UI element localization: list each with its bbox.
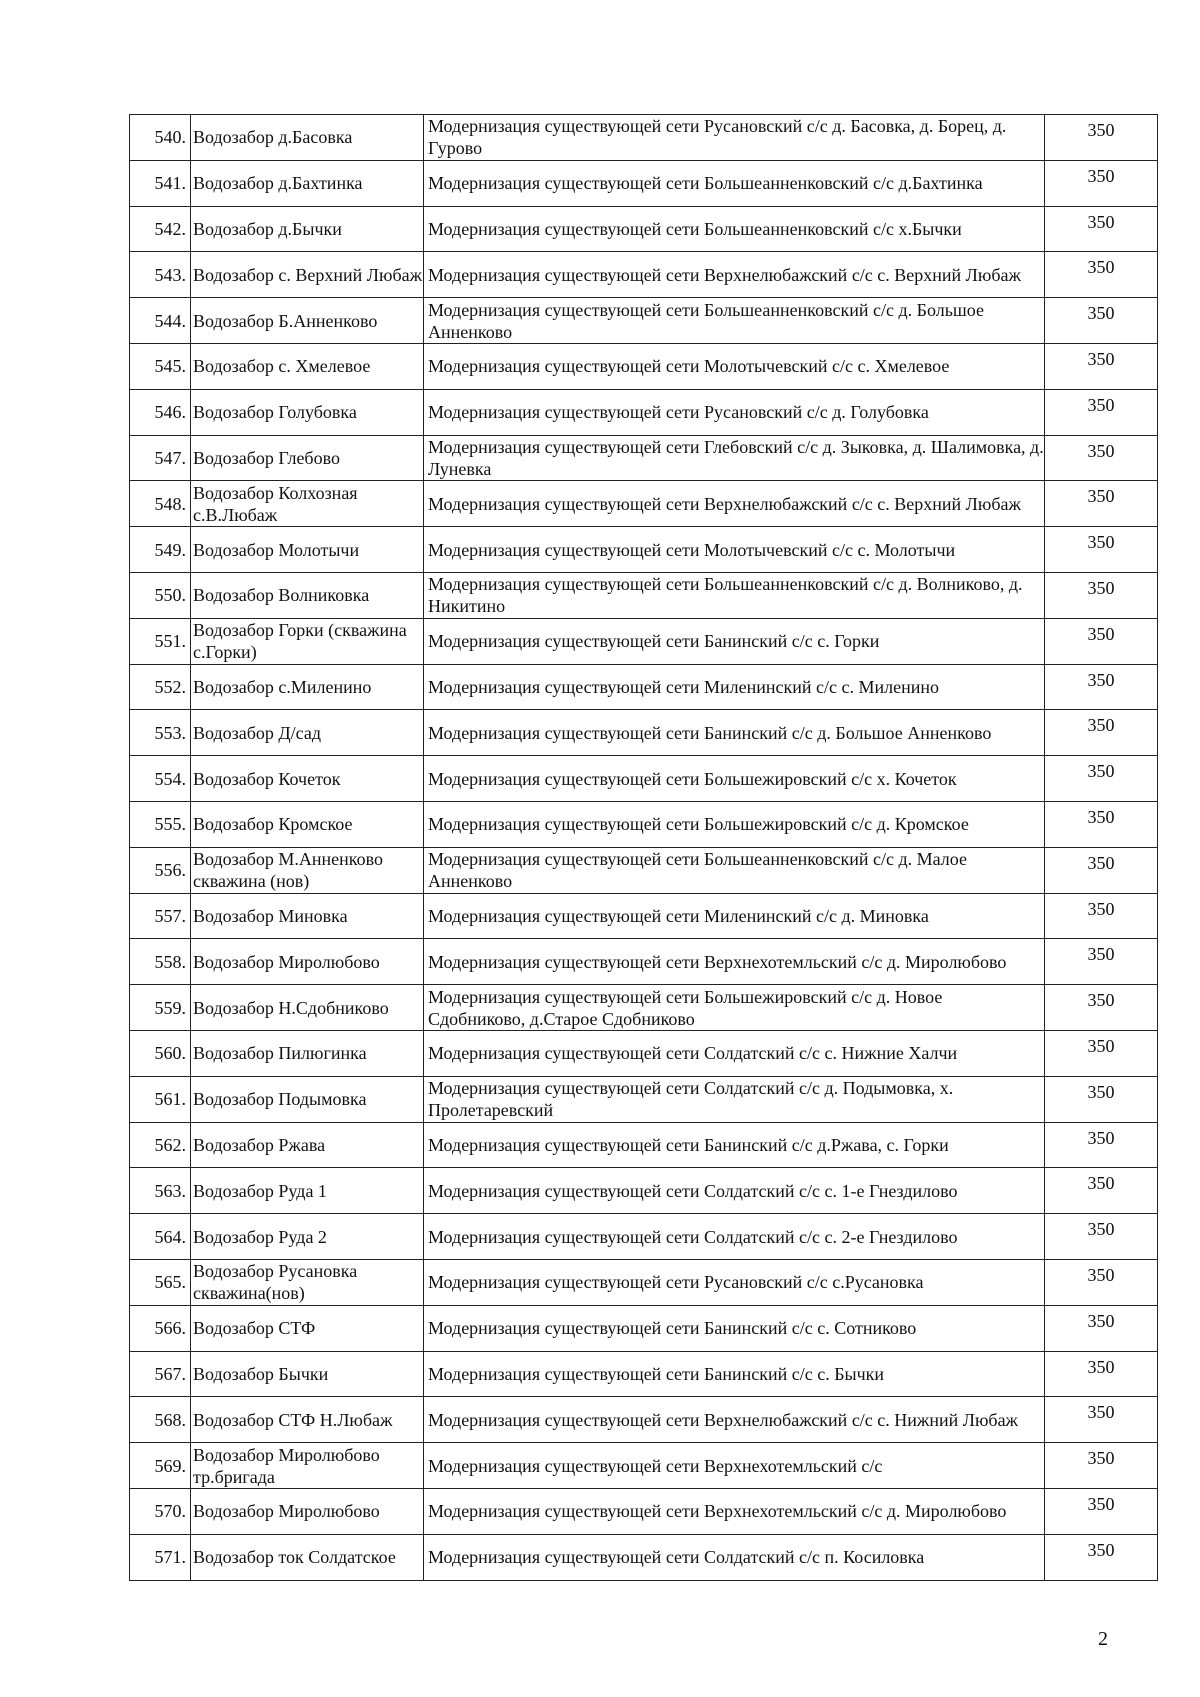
row-number: 569.: [130, 1443, 191, 1489]
amount-value: 350: [1045, 756, 1158, 802]
table-row: [130, 1488, 1158, 1534]
facility-name: Водозабор СТФ Н.Любаж: [191, 1397, 424, 1443]
table-row: [130, 1030, 1158, 1076]
row-number: 560.: [130, 1030, 191, 1076]
table-row: [130, 572, 1158, 618]
row-number: 540.: [130, 115, 191, 161]
table-row: [130, 1351, 1158, 1397]
work-description: Модернизация существующей сети Русановский с/с д. Басовка, д. Борец, д. Гурово: [424, 115, 1045, 161]
facility-name: Водозабор ток Солдатское: [191, 1534, 424, 1580]
table-row: [130, 756, 1158, 802]
work-description: Модернизация существующей сети Банинский с/с д.Ржава, с. Горки: [424, 1122, 1045, 1168]
amount-value: 350: [1045, 618, 1158, 664]
amount-value: 350: [1045, 298, 1158, 344]
facility-name: Водозабор Миновка: [191, 893, 424, 939]
amount-value: 350: [1045, 481, 1158, 527]
work-description: Модернизация существующей сети Солдатский с/с д. Подымовка, х. Пролетаревский: [424, 1076, 1045, 1122]
table-row: [130, 527, 1158, 573]
table-row: [130, 1397, 1158, 1443]
facility-name: Водозабор Глебово: [191, 435, 424, 481]
row-number: 543.: [130, 252, 191, 298]
facility-name: Водозабор Молотычи: [191, 527, 424, 573]
work-description: Модернизация существующей сети Банинский с/с с. Бычки: [424, 1351, 1045, 1397]
amount-value: 350: [1045, 1397, 1158, 1443]
table-row: [130, 160, 1158, 206]
facility-name: Водозабор СТФ: [191, 1305, 424, 1351]
row-number: 563.: [130, 1168, 191, 1214]
table-row: [130, 1534, 1158, 1580]
table-row: [130, 206, 1158, 252]
table-row: [130, 1443, 1158, 1489]
amount-value: 350: [1045, 847, 1158, 893]
row-number: 571.: [130, 1534, 191, 1580]
amount-value: 350: [1045, 1076, 1158, 1122]
facility-name: Водозабор Пилюгинка: [191, 1030, 424, 1076]
row-number: 561.: [130, 1076, 191, 1122]
row-number: 567.: [130, 1351, 191, 1397]
row-number: 551.: [130, 618, 191, 664]
work-description: Модернизация существующей сети Глебовский с/с д. Зыковка, д. Шалимовка, д. Луневка: [424, 435, 1045, 481]
facility-name: Водозабор Кромское: [191, 801, 424, 847]
row-number: 552.: [130, 664, 191, 710]
work-description: Модернизация существующей сети Верхнелюбажский с/с с. Верхний Любаж: [424, 481, 1045, 527]
work-description: Модернизация существующей сети Большеанненковский с/с х.Бычки: [424, 206, 1045, 252]
facility-name: Водозабор Б.Анненково: [191, 298, 424, 344]
amount-value: 350: [1045, 1168, 1158, 1214]
amount-value: 350: [1045, 206, 1158, 252]
work-description: Модернизация существующей сети Верхнелюбажский с/с с. Нижний Любаж: [424, 1397, 1045, 1443]
work-description: Модернизация существующей сети Банинский с/с д. Большое Анненково: [424, 710, 1045, 756]
table-row: [130, 1305, 1158, 1351]
table-row: [130, 710, 1158, 756]
table-row: [130, 435, 1158, 481]
table-row: [130, 985, 1158, 1031]
row-number: 546.: [130, 389, 191, 435]
amount-value: 350: [1045, 939, 1158, 985]
table-row: [130, 481, 1158, 527]
table-row: [130, 1168, 1158, 1214]
work-description: Модернизация существующей сети Банинский с/с с. Горки: [424, 618, 1045, 664]
amount-value: 350: [1045, 985, 1158, 1031]
work-description: Модернизация существующей сети Большеанненковский с/с д. Большое Анненково: [424, 298, 1045, 344]
table-row: [130, 343, 1158, 389]
page-number: 2: [1098, 1628, 1108, 1650]
row-number: 548.: [130, 481, 191, 527]
row-number: 557.: [130, 893, 191, 939]
amount-value: 350: [1045, 1534, 1158, 1580]
work-description: Модернизация существующей сети Миленинский с/с с. Миленино: [424, 664, 1045, 710]
facility-name: Водозабор Ржава: [191, 1122, 424, 1168]
work-description: Модернизация существующей сети Молотычевский с/с с. Молотычи: [424, 527, 1045, 573]
work-description: Модернизация существующей сети Верхнехотемльский с/с: [424, 1443, 1045, 1489]
facility-name: Водозабор Руда 2: [191, 1214, 424, 1260]
amount-value: 350: [1045, 115, 1158, 161]
work-description: Модернизация существующей сети Большеанненковский с/с д.Бахтинка: [424, 160, 1045, 206]
facility-name: Водозабор Миролюбово: [191, 939, 424, 985]
work-description: Модернизация существующей сети Верхнехотемльский с/с д. Миролюбово: [424, 939, 1045, 985]
table-row: [130, 1076, 1158, 1122]
table-row: [130, 939, 1158, 985]
work-description: Модернизация существующей сети Верхнелюбажский с/с с. Верхний Любаж: [424, 252, 1045, 298]
facility-name: Водозабор М.Анненково скважина (нов): [191, 847, 424, 893]
row-number: 559.: [130, 985, 191, 1031]
facility-name: Водозабор с.Миленино: [191, 664, 424, 710]
facility-name: Водозабор Миролюбово тр.бригада: [191, 1443, 424, 1489]
table-row: [130, 1259, 1158, 1305]
table-row: [130, 389, 1158, 435]
work-description: Модернизация существующей сети Солдатский с/с п. Косиловка: [424, 1534, 1045, 1580]
row-number: 554.: [130, 756, 191, 802]
amount-value: 350: [1045, 1488, 1158, 1534]
amount-value: 350: [1045, 343, 1158, 389]
work-description: Модернизация существующей сети Молотычевский с/с с. Хмелевое: [424, 343, 1045, 389]
row-number: 541.: [130, 160, 191, 206]
table-row: [130, 252, 1158, 298]
work-description: Модернизация существующей сети Солдатский с/с с. 1-е Гнездилово: [424, 1168, 1045, 1214]
row-number: 544.: [130, 298, 191, 344]
row-number: 566.: [130, 1305, 191, 1351]
row-number: 550.: [130, 572, 191, 618]
row-number: 549.: [130, 527, 191, 573]
row-number: 562.: [130, 1122, 191, 1168]
amount-value: 350: [1045, 710, 1158, 756]
row-number: 556.: [130, 847, 191, 893]
facility-name: Водозабор Руда 1: [191, 1168, 424, 1214]
work-description: Модернизация существующей сети Солдатский с/с с. Нижние Халчи: [424, 1030, 1045, 1076]
work-description: Модернизация существующей сети Русановский с/с с.Русановка: [424, 1259, 1045, 1305]
facility-name: Водозабор с. Хмелевое: [191, 343, 424, 389]
amount-value: 350: [1045, 435, 1158, 481]
row-number: 568.: [130, 1397, 191, 1443]
facility-name: Водозабор Волниковка: [191, 572, 424, 618]
row-number: 564.: [130, 1214, 191, 1260]
table-row: [130, 298, 1158, 344]
facility-name: Водозабор Кочеток: [191, 756, 424, 802]
amount-value: 350: [1045, 1030, 1158, 1076]
row-number: 542.: [130, 206, 191, 252]
row-number: 570.: [130, 1488, 191, 1534]
table-row: [130, 893, 1158, 939]
facility-name: Водозабор д.Басовка: [191, 115, 424, 161]
work-description: Модернизация существующей сети Большежировский с/с д. Кромское: [424, 801, 1045, 847]
work-description: Модернизация существующей сети Русановский с/с д. Голубовка: [424, 389, 1045, 435]
water-intake-table: [129, 114, 1158, 1581]
facility-name: Водозабор д.Бахтинка: [191, 160, 424, 206]
facility-name: Водозабор Миролюбово: [191, 1488, 424, 1534]
amount-value: 350: [1045, 1259, 1158, 1305]
amount-value: 350: [1045, 1351, 1158, 1397]
row-number: 547.: [130, 435, 191, 481]
table-row: [130, 664, 1158, 710]
facility-name: Водозабор Бычки: [191, 1351, 424, 1397]
facility-name: Водозабор Подымовка: [191, 1076, 424, 1122]
table-row: [130, 1122, 1158, 1168]
work-description: Модернизация существующей сети Большежировский с/с х. Кочеток: [424, 756, 1045, 802]
table-row: [130, 847, 1158, 893]
table-row: [130, 801, 1158, 847]
work-description: Модернизация существующей сети Солдатский с/с с. 2-е Гнездилово: [424, 1214, 1045, 1260]
facility-name: Водозабор Голубовка: [191, 389, 424, 435]
amount-value: 350: [1045, 893, 1158, 939]
row-number: 545.: [130, 343, 191, 389]
table-row: [130, 115, 1158, 161]
amount-value: 350: [1045, 1122, 1158, 1168]
work-description: Модернизация существующей сети Большеанненковский с/с д. Малое Анненково: [424, 847, 1045, 893]
amount-value: 350: [1045, 1214, 1158, 1260]
row-number: 555.: [130, 801, 191, 847]
amount-value: 350: [1045, 572, 1158, 618]
facility-name: Водозабор Горки (скважина с.Горки): [191, 618, 424, 664]
amount-value: 350: [1045, 160, 1158, 206]
row-number: 558.: [130, 939, 191, 985]
table-body: [130, 115, 1158, 1581]
work-description: Модернизация существующей сети Банинский с/с с. Сотниково: [424, 1305, 1045, 1351]
work-description: Модернизация существующей сети Миленинский с/с д. Миновка: [424, 893, 1045, 939]
facility-name: Водозабор Русановка скважина(нов): [191, 1259, 424, 1305]
facility-name: Водозабор Н.Сдобниково: [191, 985, 424, 1031]
amount-value: 350: [1045, 801, 1158, 847]
row-number: 553.: [130, 710, 191, 756]
facility-name: Водозабор Д/сад: [191, 710, 424, 756]
facility-name: Водозабор с. Верхний Любаж: [191, 252, 424, 298]
table-row: [130, 1214, 1158, 1260]
work-description: Модернизация существующей сети Большежировский с/с д. Новое Сдобниково, д.Старое Сдобниково: [424, 985, 1045, 1031]
facility-name: Водозабор Колхозная с.В.Любаж: [191, 481, 424, 527]
amount-value: 350: [1045, 664, 1158, 710]
work-description: Модернизация существующей сети Верхнехотемльский с/с д. Миролюбово: [424, 1488, 1045, 1534]
amount-value: 350: [1045, 1305, 1158, 1351]
table-row: [130, 618, 1158, 664]
work-description: Модернизация существующей сети Большеанненковский с/с д. Волниково, д. Никитино: [424, 572, 1045, 618]
amount-value: 350: [1045, 252, 1158, 298]
amount-value: 350: [1045, 527, 1158, 573]
facility-name: Водозабор д.Бычки: [191, 206, 424, 252]
amount-value: 350: [1045, 389, 1158, 435]
amount-value: 350: [1045, 1443, 1158, 1489]
row-number: 565.: [130, 1259, 191, 1305]
